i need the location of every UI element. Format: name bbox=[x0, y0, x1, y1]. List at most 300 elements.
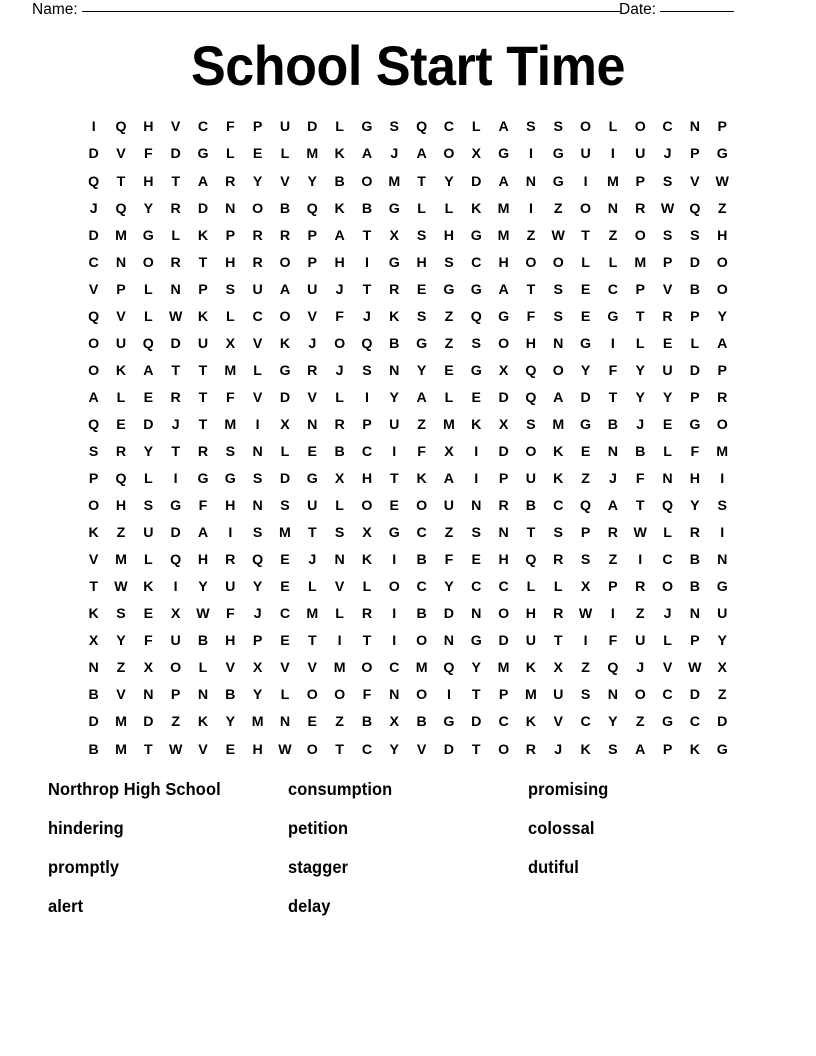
grid-cell[interactable]: Z bbox=[581, 660, 590, 677]
grid-cell[interactable]: G bbox=[197, 471, 209, 488]
grid-cell[interactable]: L bbox=[635, 335, 645, 352]
grid-cell[interactable]: G bbox=[470, 362, 482, 379]
grid-cell[interactable]: L bbox=[444, 389, 454, 406]
grid-cell[interactable]: Q bbox=[662, 498, 674, 515]
grid-cell[interactable]: U bbox=[307, 281, 318, 298]
grid-cell[interactable]: I bbox=[610, 335, 615, 352]
grid-cell[interactable]: I bbox=[720, 525, 725, 542]
grid-cell[interactable]: R bbox=[635, 579, 646, 596]
word-list-item[interactable]: stagger bbox=[288, 857, 349, 877]
grid-cell[interactable]: I bbox=[392, 633, 397, 650]
grid-cell[interactable]: D bbox=[471, 714, 482, 731]
grid-cell[interactable]: X bbox=[717, 660, 727, 677]
grid-cell[interactable]: E bbox=[416, 281, 427, 298]
grid-cell[interactable]: X bbox=[334, 471, 345, 488]
grid-cell[interactable]: Q bbox=[115, 471, 127, 488]
grid-cell[interactable]: K bbox=[416, 471, 427, 488]
grid-cell[interactable]: C bbox=[361, 741, 373, 758]
grid-cell[interactable]: W bbox=[715, 173, 729, 190]
grid-cell[interactable]: D bbox=[197, 200, 209, 217]
grid-cell[interactable]: O bbox=[552, 254, 564, 271]
grid-cell[interactable]: K bbox=[334, 146, 345, 163]
grid-cell[interactable]: C bbox=[689, 714, 700, 731]
grid-cell[interactable]: T bbox=[143, 741, 153, 758]
grid-cell[interactable]: S bbox=[252, 525, 263, 542]
grid-cell[interactable]: C bbox=[389, 660, 400, 677]
grid-cell[interactable]: P bbox=[88, 471, 99, 488]
grid-cell[interactable]: G bbox=[197, 146, 209, 163]
grid-cell[interactable]: B bbox=[689, 552, 700, 569]
grid-cell[interactable]: P bbox=[498, 471, 509, 488]
grid-cell[interactable]: L bbox=[335, 498, 344, 515]
grid-cell[interactable]: D bbox=[170, 335, 181, 352]
grid-cell[interactable]: G bbox=[580, 416, 592, 433]
grid-cell[interactable]: I bbox=[173, 471, 178, 488]
grid-cell[interactable]: R bbox=[635, 200, 646, 217]
grid-cell[interactable]: L bbox=[471, 119, 481, 136]
grid-cell[interactable]: S bbox=[471, 525, 481, 542]
grid-cell[interactable]: Q bbox=[361, 335, 373, 352]
grid-cell[interactable]: J bbox=[636, 660, 645, 677]
grid-cell[interactable]: C bbox=[662, 687, 673, 704]
grid-cell[interactable]: O bbox=[498, 335, 510, 352]
grid-cell[interactable]: M bbox=[606, 173, 619, 190]
grid-cell[interactable]: H bbox=[225, 498, 236, 515]
grid-cell[interactable]: S bbox=[334, 525, 345, 542]
grid-cell[interactable]: O bbox=[279, 254, 291, 271]
grid-cell[interactable]: A bbox=[717, 335, 728, 352]
grid-cell[interactable]: M bbox=[716, 443, 729, 460]
grid-cell[interactable]: S bbox=[416, 227, 427, 244]
grid-cell[interactable]: H bbox=[115, 498, 127, 515]
grid-cell[interactable]: Q bbox=[443, 660, 455, 677]
grid-cell[interactable]: V bbox=[553, 714, 563, 731]
grid-cell[interactable]: X bbox=[225, 335, 236, 352]
grid-cell[interactable]: S bbox=[143, 498, 154, 515]
grid-cell[interactable]: O bbox=[416, 633, 428, 650]
grid-cell[interactable]: N bbox=[717, 552, 728, 569]
grid-cell[interactable]: D bbox=[88, 227, 99, 244]
grid-cell[interactable]: R bbox=[389, 281, 400, 298]
grid-cell[interactable]: V bbox=[252, 335, 263, 352]
grid-cell[interactable]: O bbox=[416, 687, 428, 704]
grid-cell[interactable]: Y bbox=[690, 498, 700, 515]
grid-cell[interactable]: E bbox=[580, 308, 591, 325]
grid-cell[interactable]: D bbox=[498, 633, 509, 650]
grid-cell[interactable]: X bbox=[389, 227, 399, 244]
grid-cell[interactable]: J bbox=[335, 362, 344, 379]
grid-cell[interactable]: R bbox=[307, 362, 318, 379]
grid-cell[interactable]: R bbox=[498, 498, 509, 515]
grid-cell[interactable]: X bbox=[444, 443, 454, 460]
grid-cell[interactable]: R bbox=[279, 227, 291, 244]
grid-cell[interactable]: T bbox=[471, 741, 481, 758]
grid-cell[interactable]: M bbox=[552, 416, 565, 433]
grid-cell[interactable]: P bbox=[662, 254, 673, 271]
grid-cell[interactable]: Y bbox=[444, 173, 454, 190]
grid-cell[interactable]: L bbox=[663, 525, 672, 542]
grid-cell[interactable]: O bbox=[170, 660, 182, 677]
grid-cell[interactable]: M bbox=[525, 687, 537, 704]
grid-cell[interactable]: A bbox=[416, 146, 427, 163]
grid-cell[interactable]: N bbox=[143, 687, 154, 704]
grid-cell[interactable]: G bbox=[306, 471, 318, 488]
grid-cell[interactable]: G bbox=[470, 227, 482, 244]
grid-cell[interactable]: E bbox=[307, 443, 318, 460]
grid-cell[interactable]: I bbox=[392, 443, 397, 460]
grid-cell[interactable]: T bbox=[171, 362, 180, 379]
grid-cell[interactable]: G bbox=[716, 579, 728, 596]
grid-cell[interactable]: X bbox=[252, 660, 263, 677]
grid-cell[interactable]: O bbox=[580, 200, 592, 217]
grid-cell[interactable]: C bbox=[662, 119, 673, 136]
grid-cell[interactable]: Z bbox=[171, 714, 180, 731]
grid-cell[interactable]: Z bbox=[417, 416, 426, 433]
grid-cell[interactable]: R bbox=[170, 200, 181, 217]
grid-cell[interactable]: C bbox=[498, 579, 509, 596]
grid-cell[interactable]: C bbox=[498, 714, 509, 731]
grid-cell[interactable]: U bbox=[143, 525, 154, 542]
grid-cell[interactable]: E bbox=[143, 389, 154, 406]
grid-cell[interactable]: T bbox=[471, 687, 481, 704]
grid-cell[interactable]: G bbox=[552, 146, 564, 163]
grid-cell[interactable]: O bbox=[388, 579, 400, 596]
grid-cell[interactable]: M bbox=[224, 416, 237, 433]
grid-cell[interactable]: P bbox=[690, 146, 700, 163]
grid-cell[interactable]: Z bbox=[608, 552, 618, 569]
grid-cell[interactable]: Y bbox=[252, 687, 263, 704]
grid-cell[interactable]: X bbox=[580, 579, 591, 596]
grid-cell[interactable]: B bbox=[416, 606, 427, 623]
grid-cell[interactable]: I bbox=[173, 579, 178, 596]
grid-cell[interactable]: S bbox=[717, 498, 727, 515]
grid-cell[interactable]: D bbox=[307, 119, 318, 136]
grid-cell[interactable]: T bbox=[171, 443, 180, 460]
grid-cell[interactable]: K bbox=[143, 579, 154, 596]
grid-cell[interactable]: H bbox=[498, 552, 509, 569]
grid-cell[interactable]: V bbox=[416, 741, 427, 758]
grid-cell[interactable]: Z bbox=[335, 714, 344, 731]
grid-cell[interactable]: P bbox=[198, 281, 208, 298]
grid-cell[interactable]: X bbox=[170, 606, 181, 623]
grid-cell[interactable]: Z bbox=[444, 308, 454, 325]
grid-cell[interactable]: O bbox=[361, 660, 373, 677]
grid-cell[interactable]: T bbox=[335, 741, 344, 758]
grid-cell[interactable]: T bbox=[198, 254, 208, 271]
grid-cell[interactable]: N bbox=[225, 200, 236, 217]
grid-cell[interactable]: I bbox=[446, 687, 451, 704]
grid-cell[interactable]: H bbox=[717, 227, 728, 244]
grid-cell[interactable]: O bbox=[361, 498, 373, 515]
grid-cell[interactable]: J bbox=[554, 741, 563, 758]
grid-cell[interactable]: F bbox=[225, 389, 235, 406]
grid-cell[interactable]: X bbox=[362, 525, 372, 542]
grid-cell[interactable]: D bbox=[279, 389, 291, 406]
grid-cell[interactable]: T bbox=[307, 633, 317, 650]
grid-cell[interactable]: E bbox=[280, 633, 290, 650]
grid-cell[interactable]: P bbox=[580, 525, 591, 542]
grid-cell[interactable]: T bbox=[389, 471, 399, 488]
grid-cell[interactable]: C bbox=[416, 579, 427, 596]
grid-cell[interactable]: X bbox=[553, 660, 563, 677]
grid-cell[interactable]: H bbox=[443, 227, 455, 244]
word-list-item[interactable]: hindering bbox=[48, 818, 124, 838]
grid-cell[interactable]: R bbox=[252, 227, 263, 244]
grid-cell[interactable]: D bbox=[88, 146, 99, 163]
grid-cell[interactable]: U bbox=[307, 498, 318, 515]
grid-cell[interactable]: A bbox=[498, 119, 509, 136]
grid-cell[interactable]: B bbox=[389, 335, 400, 352]
grid-cell[interactable]: I bbox=[255, 416, 260, 433]
grid-cell[interactable]: K bbox=[334, 200, 345, 217]
grid-cell[interactable]: V bbox=[88, 552, 99, 569]
grid-cell[interactable]: G bbox=[224, 471, 236, 488]
grid-cell[interactable]: E bbox=[225, 741, 236, 758]
grid-cell[interactable]: S bbox=[471, 335, 481, 352]
grid-cell[interactable]: Q bbox=[115, 200, 127, 217]
grid-cell[interactable]: A bbox=[498, 281, 509, 298]
grid-cell[interactable]: C bbox=[416, 525, 427, 542]
word-list-item[interactable]: dutiful bbox=[528, 857, 579, 877]
grid-cell[interactable]: W bbox=[551, 227, 565, 244]
grid-cell[interactable]: O bbox=[634, 687, 646, 704]
grid-cell[interactable]: V bbox=[170, 119, 181, 136]
grid-cell[interactable]: E bbox=[280, 579, 290, 596]
grid-cell[interactable]: L bbox=[225, 146, 235, 163]
grid-cell[interactable]: J bbox=[608, 471, 617, 488]
grid-cell[interactable]: D bbox=[498, 389, 509, 406]
grid-cell[interactable]: E bbox=[444, 362, 454, 379]
grid-cell[interactable]: S bbox=[580, 552, 591, 569]
grid-cell[interactable]: O bbox=[662, 579, 674, 596]
grid-cell[interactable]: Q bbox=[416, 119, 428, 136]
grid-cell[interactable]: P bbox=[225, 227, 236, 244]
grid-cell[interactable]: A bbox=[443, 471, 455, 488]
name-write-line[interactable] bbox=[82, 11, 621, 12]
grid-cell[interactable]: X bbox=[88, 633, 99, 650]
grid-cell[interactable]: R bbox=[170, 254, 181, 271]
grid-cell[interactable]: H bbox=[525, 606, 537, 623]
grid-cell[interactable]: O bbox=[716, 281, 728, 298]
grid-cell[interactable]: G bbox=[716, 146, 728, 163]
grid-cell[interactable]: X bbox=[471, 146, 481, 163]
grid-cell[interactable]: Z bbox=[635, 714, 645, 731]
grid-cell[interactable]: G bbox=[552, 173, 564, 190]
grid-cell[interactable]: C bbox=[88, 254, 99, 271]
grid-cell[interactable]: L bbox=[116, 389, 126, 406]
grid-cell[interactable]: S bbox=[662, 173, 673, 190]
grid-cell[interactable]: I bbox=[91, 119, 96, 136]
grid-cell[interactable]: Y bbox=[580, 362, 591, 379]
grid-cell[interactable]: T bbox=[553, 633, 563, 650]
grid-cell[interactable]: V bbox=[116, 308, 126, 325]
grid-cell[interactable]: N bbox=[334, 552, 345, 569]
grid-cell[interactable]: M bbox=[306, 606, 319, 623]
grid-cell[interactable]: F bbox=[608, 362, 618, 379]
grid-cell[interactable]: O bbox=[252, 200, 264, 217]
grid-cell[interactable]: E bbox=[662, 335, 673, 352]
grid-cell[interactable]: O bbox=[334, 687, 346, 704]
grid-cell[interactable]: N bbox=[252, 443, 263, 460]
grid-cell[interactable]: I bbox=[720, 471, 725, 488]
grid-cell[interactable]: E bbox=[662, 416, 673, 433]
grid-cell[interactable]: O bbox=[142, 254, 154, 271]
grid-cell[interactable]: K bbox=[525, 660, 537, 677]
grid-cell[interactable]: S bbox=[225, 443, 236, 460]
grid-cell[interactable]: B bbox=[88, 741, 99, 758]
grid-cell[interactable]: S bbox=[580, 687, 591, 704]
grid-cell[interactable]: U bbox=[717, 606, 728, 623]
grid-cell[interactable]: O bbox=[525, 443, 537, 460]
grid-cell[interactable]: L bbox=[280, 443, 290, 460]
grid-cell[interactable]: J bbox=[308, 335, 317, 352]
grid-cell[interactable]: C bbox=[662, 552, 673, 569]
grid-cell[interactable]: P bbox=[170, 687, 181, 704]
grid-cell[interactable]: I bbox=[474, 471, 479, 488]
grid-cell[interactable]: K bbox=[197, 227, 209, 244]
grid-cell[interactable]: O bbox=[88, 362, 100, 379]
grid-cell[interactable]: N bbox=[471, 606, 482, 623]
grid-cell[interactable]: P bbox=[717, 119, 727, 136]
grid-cell[interactable]: U bbox=[389, 416, 400, 433]
grid-cell[interactable]: U bbox=[115, 335, 127, 352]
grid-cell[interactable]: B bbox=[88, 687, 99, 704]
grid-cell[interactable]: R bbox=[607, 525, 619, 542]
grid-cell[interactable]: Y bbox=[444, 579, 454, 596]
grid-cell[interactable]: O bbox=[525, 254, 537, 271]
grid-cell[interactable]: N bbox=[471, 498, 482, 515]
grid-cell[interactable]: J bbox=[636, 416, 645, 433]
word-list-item[interactable]: delay bbox=[288, 896, 331, 916]
grid-cell[interactable]: E bbox=[280, 552, 290, 569]
grid-cell[interactable]: Y bbox=[389, 389, 399, 406]
grid-cell[interactable]: J bbox=[390, 146, 399, 163]
grid-cell[interactable]: T bbox=[116, 173, 126, 190]
grid-cell[interactable]: A bbox=[553, 389, 564, 406]
grid-cell[interactable]: G bbox=[388, 200, 400, 217]
grid-cell[interactable]: X bbox=[143, 660, 154, 677]
grid-cell[interactable]: S bbox=[416, 308, 427, 325]
grid-cell[interactable]: T bbox=[581, 227, 590, 244]
grid-cell[interactable]: Y bbox=[143, 200, 154, 217]
grid-cell[interactable]: Q bbox=[607, 660, 619, 677]
grid-cell[interactable]: O bbox=[306, 687, 318, 704]
grid-cell[interactable]: E bbox=[471, 389, 481, 406]
grid-cell[interactable]: N bbox=[279, 714, 291, 731]
grid-cell[interactable]: O bbox=[498, 741, 510, 758]
grid-cell[interactable]: M bbox=[115, 552, 127, 569]
grid-cell[interactable]: Z bbox=[116, 525, 126, 542]
grid-cell[interactable]: R bbox=[225, 552, 236, 569]
grid-cell[interactable]: S bbox=[88, 443, 99, 460]
grid-cell[interactable]: R bbox=[717, 389, 728, 406]
grid-cell[interactable]: Y bbox=[608, 714, 618, 731]
grid-cell[interactable]: P bbox=[717, 362, 727, 379]
grid-cell[interactable]: F bbox=[335, 308, 344, 325]
grid-cell[interactable]: Y bbox=[416, 362, 427, 379]
grid-cell[interactable]: D bbox=[170, 146, 181, 163]
grid-cell[interactable]: T bbox=[635, 308, 645, 325]
grid-cell[interactable]: D bbox=[717, 714, 728, 731]
grid-cell[interactable]: D bbox=[689, 254, 700, 271]
grid-cell[interactable]: N bbox=[553, 335, 564, 352]
grid-cell[interactable]: V bbox=[307, 660, 318, 677]
grid-cell[interactable]: B bbox=[334, 443, 345, 460]
grid-cell[interactable]: T bbox=[526, 525, 536, 542]
grid-cell[interactable]: O bbox=[361, 173, 373, 190]
grid-cell[interactable]: G bbox=[279, 362, 291, 379]
grid-cell[interactable]: I bbox=[474, 443, 479, 460]
grid-cell[interactable]: A bbox=[279, 281, 291, 298]
grid-cell[interactable]: V bbox=[690, 173, 700, 190]
grid-cell[interactable]: K bbox=[197, 308, 209, 325]
grid-cell[interactable]: G bbox=[142, 227, 154, 244]
grid-cell[interactable]: A bbox=[498, 173, 509, 190]
grid-cell[interactable]: L bbox=[307, 579, 317, 596]
grid-cell[interactable]: T bbox=[362, 227, 372, 244]
grid-cell[interactable]: Q bbox=[580, 498, 592, 515]
grid-cell[interactable]: S bbox=[690, 227, 700, 244]
grid-cell[interactable]: I bbox=[392, 552, 397, 569]
grid-cell[interactable]: M bbox=[443, 416, 455, 433]
grid-cell[interactable]: Q bbox=[525, 552, 537, 569]
grid-cell[interactable]: W bbox=[196, 606, 210, 623]
grid-cell[interactable]: L bbox=[581, 254, 590, 271]
grid-cell[interactable]: K bbox=[88, 606, 99, 623]
grid-cell[interactable]: M bbox=[115, 714, 127, 731]
grid-cell[interactable]: Y bbox=[198, 579, 208, 596]
grid-cell[interactable]: A bbox=[607, 498, 619, 515]
grid-cell[interactable]: S bbox=[526, 119, 536, 136]
grid-cell[interactable]: C bbox=[361, 443, 373, 460]
grid-cell[interactable]: B bbox=[334, 173, 345, 190]
grid-cell[interactable]: S bbox=[116, 606, 126, 623]
grid-cell[interactable]: M bbox=[388, 173, 401, 190]
grid-cell[interactable]: K bbox=[553, 471, 564, 488]
grid-cell[interactable]: D bbox=[471, 173, 482, 190]
grid-cell[interactable]: N bbox=[197, 687, 209, 704]
grid-cell[interactable]: G bbox=[443, 714, 455, 731]
grid-cell[interactable]: Y bbox=[717, 308, 727, 325]
grid-cell[interactable]: N bbox=[607, 200, 619, 217]
grid-cell[interactable]: N bbox=[607, 687, 619, 704]
grid-cell[interactable]: Y bbox=[717, 633, 727, 650]
grid-cell[interactable]: D bbox=[143, 416, 154, 433]
grid-cell[interactable]: W bbox=[633, 525, 647, 542]
grid-cell[interactable]: I bbox=[583, 633, 588, 650]
grid-cell[interactable]: Z bbox=[717, 687, 727, 704]
grid-cell[interactable]: I bbox=[638, 552, 643, 569]
grid-cell[interactable]: O bbox=[498, 606, 510, 623]
grid-cell[interactable]: T bbox=[307, 525, 317, 542]
grid-cell[interactable]: S bbox=[444, 254, 454, 271]
grid-cell[interactable]: R bbox=[197, 443, 209, 460]
grid-cell[interactable]: V bbox=[280, 660, 290, 677]
grid-cell[interactable]: Y bbox=[252, 579, 263, 596]
grid-cell[interactable]: T bbox=[635, 498, 645, 515]
grid-cell[interactable]: V bbox=[662, 660, 673, 677]
grid-cell[interactable]: M bbox=[634, 254, 647, 271]
grid-cell[interactable]: Q bbox=[689, 200, 701, 217]
grid-cell[interactable]: F bbox=[198, 498, 208, 515]
grid-cell[interactable]: M bbox=[497, 227, 510, 244]
grid-cell[interactable]: R bbox=[553, 606, 564, 623]
grid-cell[interactable]: G bbox=[607, 308, 619, 325]
grid-cell[interactable]: P bbox=[690, 389, 700, 406]
grid-cell[interactable]: M bbox=[224, 362, 237, 379]
grid-cell[interactable]: L bbox=[143, 281, 153, 298]
grid-cell[interactable]: L bbox=[280, 687, 290, 704]
